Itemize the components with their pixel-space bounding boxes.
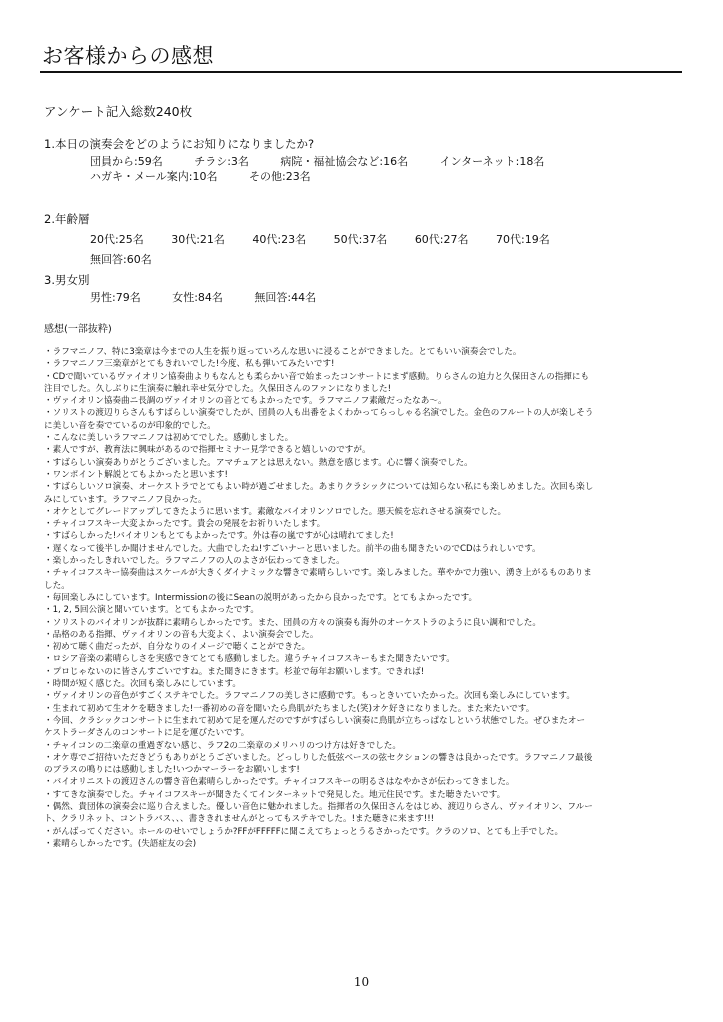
comment-line: ト、クラリネット、コントラバス、、、書ききれませんがとってもステキでした。!また聴きに来ます!!! — [44, 814, 435, 825]
q1-answer: 団員から:59名 — [90, 155, 163, 168]
q2-answer: 無回答:60名 — [90, 253, 152, 266]
comment-line: ・チャイコフスキー協奏曲はスケールが大きくダイナミックな響きで素晴らしいです。楽しみました。華やかで力強い、湧き上がるものありま — [44, 568, 592, 579]
comment-line: ケストラーダさんのコンサートに足を運びたいです。 — [44, 728, 250, 739]
comment-line: ・ラフマニノフ、特に3楽章は今までの人生を振り返っていろんな思いに浸ることができました。とてもいい演奏会でした。 — [44, 347, 522, 357]
q1-answer: 病院・福祉協会など:16名 — [280, 155, 409, 168]
survey-total: アンケート記入総数240枚 — [44, 104, 193, 119]
q1-answer: インターネット:18名 — [439, 155, 545, 168]
comment-line: ・すばらしかった!バイオリンもとてもよかったです。外は春の嵐ですが心は晴れてました! — [44, 531, 394, 542]
q2-answer: 30代:21名 — [171, 233, 225, 246]
comment-line: ・すてきな演奏でした。チャイコフスキーが聞きたくてインターネットで発見した。地元住民です。また聴きたいです。 — [44, 789, 506, 800]
comment-line: のブラスの鳴りには感動しました!いつかマーラーをお願いします! — [44, 765, 300, 776]
comment-line: ・素人ですが、教育法に興味があるので指揮セミナー見学できると嬉しいのですが。 — [44, 445, 371, 456]
comment-line: ・ワンポイント解説とてもよかったと思います! — [44, 469, 228, 480]
comment-line: ・オケ専でご招待いただきどうもありがとうございました。どっしりした低弦ベースの弦セクションの響きは良かったです。ラフマニノフ最後 — [44, 752, 593, 763]
comment-line: ・ヴァイオリンの音色がすごくステキでした。ラフマニノフの美しさに感動です。もっときいていたかった。次回も楽しみにしています。 — [44, 691, 575, 702]
question-2-title: 2.年齢層 — [44, 212, 90, 226]
comment-line: ・ロシア音楽の素晴らしさを実感できてとても感動しました。違うチャイコフスキーもまた聞きたいです。 — [44, 654, 455, 665]
q2-answer: 50代:37名 — [333, 233, 388, 246]
q1-answer: ハガキ・メール案内:10名 — [90, 170, 218, 183]
comment-line: ・すばらしいソロ演奏、オーケストラでとてもよい時が過ごせました。あまりクラシックについては知らない私にも楽しめました。次回も楽し — [44, 482, 594, 493]
comment-line: ・毎回楽しみにしています。Intermissionの後にSeanの説明があったから良かったです。とてもよかったです。 — [44, 592, 478, 603]
q2-answer: 70代:19名 — [496, 233, 550, 246]
comment-line: ・こんなに美しいラフマニノフは初めてでした。感動しました。 — [44, 433, 294, 444]
comment-line: ・バイオリニストの渡辺さんの響き音色素晴らしかったです。チャイコフスキーの明るさはなやかさが伝わってきました。 — [44, 777, 515, 788]
comment-line: ・ソリストの渡辺りらさんもすばらしい演奏でしたが、団員の人も出番をよくわかってらっしゃる名演でした。金色のフルートの人が楽しそう — [44, 408, 594, 419]
question-1-row-1 — [90, 153, 572, 169]
page-title: お客様からの感想 — [42, 44, 214, 68]
q2-answer: 20代:25名 — [90, 233, 144, 246]
comment-line: ・チャイコフスキー大変よかったです。貴会の発展をお祈りいたします。 — [44, 519, 326, 530]
comment-line: ・がんばってください。ホールのせいでしょうか?FFがFFFFFに聞こえてちょっとうるさかったです。クラのソロ、とても上手でした。 — [44, 826, 564, 837]
q2-answer: 60代:27名 — [414, 233, 469, 246]
comment-line: に美しい音を奏でているのが印象的でした。 — [44, 420, 216, 431]
q1-answer: チラシ:3名 — [194, 155, 249, 168]
comment-line: ・偶然、貴団体の演奏会に巡り合えました。優しい音色に魅かれました。指揮者の久保田さんをはじめ、渡辺りらさん、ヴァイオリン、フルー — [44, 801, 593, 812]
title-underline — [40, 71, 682, 73]
comment-line: ・すばらしい演奏ありがとうございました。アマチュアとは思えない。熱意を感じます。心に響く演奏でした。 — [44, 457, 473, 468]
q3-answer: 女性:84名 — [172, 291, 223, 304]
comments-heading: 感想(一部抜粋) — [44, 324, 112, 335]
comment-line: ・時間が短く感じた。次回も楽しみにしています。 — [44, 679, 241, 690]
question-3-title: 3.男女別 — [44, 273, 90, 287]
comment-line: ・オケとしてグレードアップしてきたように思います。素敵なバイオリンソロでした。悪天候を忘れさせる演奏でした。 — [44, 506, 507, 517]
comment-line: ・ラフマニノフ三楽章がとてもきれいでした!今度、私も弾いてみたいです! — [44, 359, 335, 370]
comment-line: ・ヴァイオリン協奏曲ニ長調のヴァイオリンの音とてもよかったです。ラフマニノフ素敵だったなあ〜。 — [44, 396, 447, 407]
question-2-row-2 — [90, 251, 180, 267]
comment-line: ・初めて聴く曲だったが、自分なりのイメージで聴くことができた。 — [44, 642, 311, 653]
question-1-title: 1.本日の演奏会をどのようにお知りになりましたか? — [44, 137, 315, 151]
question-2-row-1 — [90, 231, 574, 247]
q2-answer: 40代:23名 — [252, 233, 307, 246]
comment-line: ・品格のある指揮、ヴァイオリンの音も大変よく、よい演奏会でした。 — [44, 629, 319, 640]
comment-line: ・ソリストのバイオリンが抜群に素晴らしかったです。また、団員の方々の演奏も海外のオーケストラのように良い調和でした。 — [44, 617, 541, 628]
comment-line: ・今回、クラシックコンサートに生まれて初めて足を運んだのですがすばらしい演奏に鳥肌が立ちっぱなしという状態でした。ぜひまたオー — [44, 715, 586, 726]
comment-line: 注目でした。久しぶりに生演奏に触れ幸せ気分でした。久保田さんのファンになりました! — [44, 383, 392, 394]
comment-list — [44, 346, 684, 850]
comment-line: ・CDで聞いているヴァイオリン協奏曲よりもなんとも柔らかい音で始まったコンサートにまず感動。りらさんの迫力と久保田さんの指揮にも — [44, 371, 590, 382]
question-3-row-1 — [90, 289, 344, 305]
page-number: 10 — [353, 975, 370, 989]
q3-answer: 男性:79名 — [90, 291, 141, 304]
comment-line: ・1, 2, 5回公演と聞いています。とてもよかったです。 — [44, 605, 260, 616]
q3-answer: 無回答:44名 — [254, 291, 317, 304]
question-1-row-2 — [90, 168, 339, 184]
comment-line: ・チャイコンの二楽章の重過ぎない感じ、ラフ2の二楽章のメリハリのつけ方は好きでした。 — [44, 740, 401, 751]
comment-line: みにしています。ラフマニノフ良かった。 — [44, 494, 207, 505]
comment-line: ・楽しかったしきれいでした。ラフマニノフの人のよさが伝わってきました。 — [44, 556, 345, 567]
q1-answer: その他:23名 — [248, 170, 311, 183]
comment-line: ・素晴らしかったです。(失語症友の会) — [44, 838, 197, 849]
comment-line: ・遅くなって後半しか聞けませんでした。大曲でしたね!すごいナーと思いました。前半の曲も聞きたいのでCDはうれしいです。 — [44, 543, 541, 554]
comment-line: ・プロじゃないのに皆さんすごいですね。また聞きにきます。杉並で毎年お願いします。できれば! — [44, 666, 425, 677]
comment-line: した。 — [44, 580, 70, 591]
comment-line: ・生まれて初めて生オケを聴きました!一番初めの音を聞いたら鳥肌がたちました(笑)オケ好きになりました。また来たいです。 — [44, 703, 535, 714]
